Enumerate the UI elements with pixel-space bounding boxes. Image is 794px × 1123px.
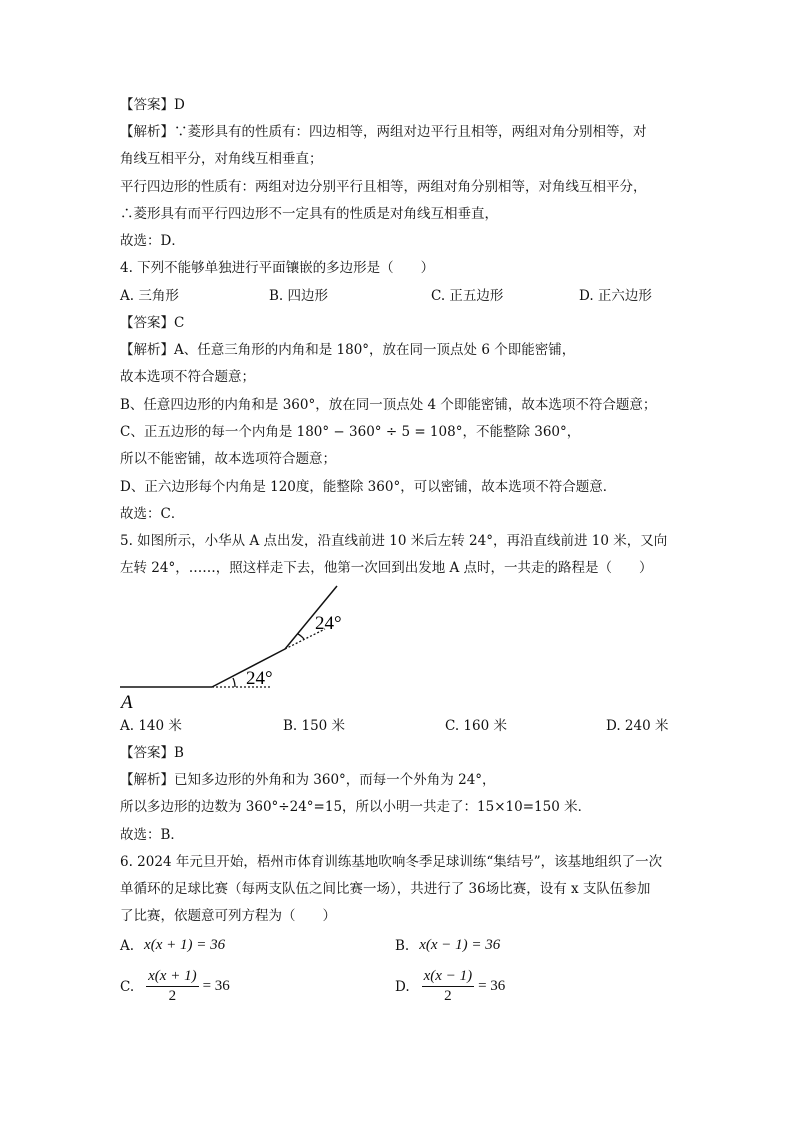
conclusion-line: 故选：C． xyxy=(120,506,185,522)
question-5-stem: 5. 如图所示，小华从 A 点出发，沿直线前进 10 米后左转 24°，再沿直线前进 10 米，又向 xyxy=(120,533,668,549)
option-label: D. xyxy=(395,978,410,995)
equation: x(x + 1) = 36 xyxy=(144,937,226,953)
option-label: C. xyxy=(120,978,135,995)
q4-option-d: D. 正六边形 xyxy=(579,288,652,304)
analysis-line: 角线互相平分，对角线互相垂直； xyxy=(120,151,323,167)
option-label: A. xyxy=(120,937,135,954)
q5-option-a: A. 140 米 xyxy=(120,718,182,734)
angle-arc xyxy=(298,634,304,639)
analysis-line: ∴菱形具有而平行四边形不一定具有的性质是对角线互相垂直， xyxy=(120,206,498,222)
numerator: x(x + 1) xyxy=(146,968,198,987)
analysis-line: 【解析】A、任意三角形的内角和是 180°，放在同一顶点处 6 个即能密铺， xyxy=(120,342,576,358)
analysis-line: 所以多边形的边数为 360°÷24°=15，所以小明一共走了：15×10=150 米． xyxy=(120,799,592,815)
analysis-line: 平行四边形的性质有：两组对边分别平行且相等，两组对角分别相等，对角线互相平分， xyxy=(120,179,647,195)
q5-option-c: C. 160 米 xyxy=(445,718,507,734)
equation: x(x − 1) = 36 xyxy=(419,937,501,953)
answer-line-q3: 【答案】D xyxy=(120,97,185,113)
question-5-stem: 左转 24°，……，照这样走下去，他第一次回到出发地 A 点时，一共走的路程是（ ） xyxy=(120,560,653,576)
conclusion-line: 故选：D． xyxy=(120,233,185,249)
angle-label-2: 24° xyxy=(315,613,342,634)
question-6-stem: 单循环的足球比赛（每两支队伍之间比赛一场），共进行了 36场比赛，设有 x 支队伍参加 xyxy=(120,881,651,897)
analysis-line: 【解析】已知多边形的外角和为 360°，而每一个外角为 24°， xyxy=(120,772,496,788)
analysis-line: D、正六边形每个内角是 120度，能整除 360°，可以密铺，故本选项不符合题意． xyxy=(120,479,617,495)
answer-line-q5: 【答案】B xyxy=(120,745,184,761)
equation-rhs: = 36 xyxy=(478,978,506,994)
q4-option-a: A. 三角形 xyxy=(120,288,179,304)
denominator: 2 xyxy=(444,988,452,1004)
denominator: 2 xyxy=(168,988,177,1004)
question-6-stem: 6. 2024 年元旦开始，梧州市体育训练基地吹响冬季足球训练“集结号”，该基地组织了一次 xyxy=(120,854,663,870)
q6-option-b xyxy=(395,937,500,954)
q5-option-d: D. 240 米 xyxy=(606,718,669,734)
q6-option-c xyxy=(120,968,230,1005)
walking-path-figure xyxy=(110,582,370,712)
angle-arc xyxy=(233,678,235,687)
q4-option-b: B. 四边形 xyxy=(269,288,329,304)
fraction xyxy=(146,968,198,1005)
numerator: x(x − 1) xyxy=(422,968,474,987)
angle-label-1: 24° xyxy=(246,668,273,689)
fraction xyxy=(422,968,474,1005)
q5-option-b: B. 150 米 xyxy=(283,718,346,734)
q4-option-c: C. 正五边形 xyxy=(431,288,504,304)
question-6-stem: 了比赛，依题意可列方程为（ ） xyxy=(120,908,336,924)
analysis-line: B、任意四边形的内角和是 360°，放在同一顶点处 4 个即能密铺，故本选项不符合题意； xyxy=(120,397,657,413)
analysis-line: 【解析】∵菱形具有的性质有：四边相等，两组对边平行且相等，两组对角分别相等，对 xyxy=(120,124,647,140)
q6-option-d xyxy=(395,968,505,1005)
equation-rhs: = 36 xyxy=(202,978,230,994)
answer-line-q4: 【答案】C xyxy=(120,315,185,331)
analysis-line: C、正五边形的每一个内角是 180° − 360° ÷ 5 = 108°，不能整除 360°， xyxy=(120,424,581,440)
analysis-line: 所以不能密铺，故本选项符合题意； xyxy=(120,451,336,467)
question-4-stem: 4. 下列不能够单独进行平面镶嵌的多边形是（ ） xyxy=(120,260,435,276)
analysis-line: 故本选项不符合题意； xyxy=(120,369,255,385)
option-label: B. xyxy=(395,937,410,954)
point-a-label: A xyxy=(121,692,133,712)
q6-option-a xyxy=(120,937,225,954)
conclusion-line: 故选：B． xyxy=(120,827,184,843)
